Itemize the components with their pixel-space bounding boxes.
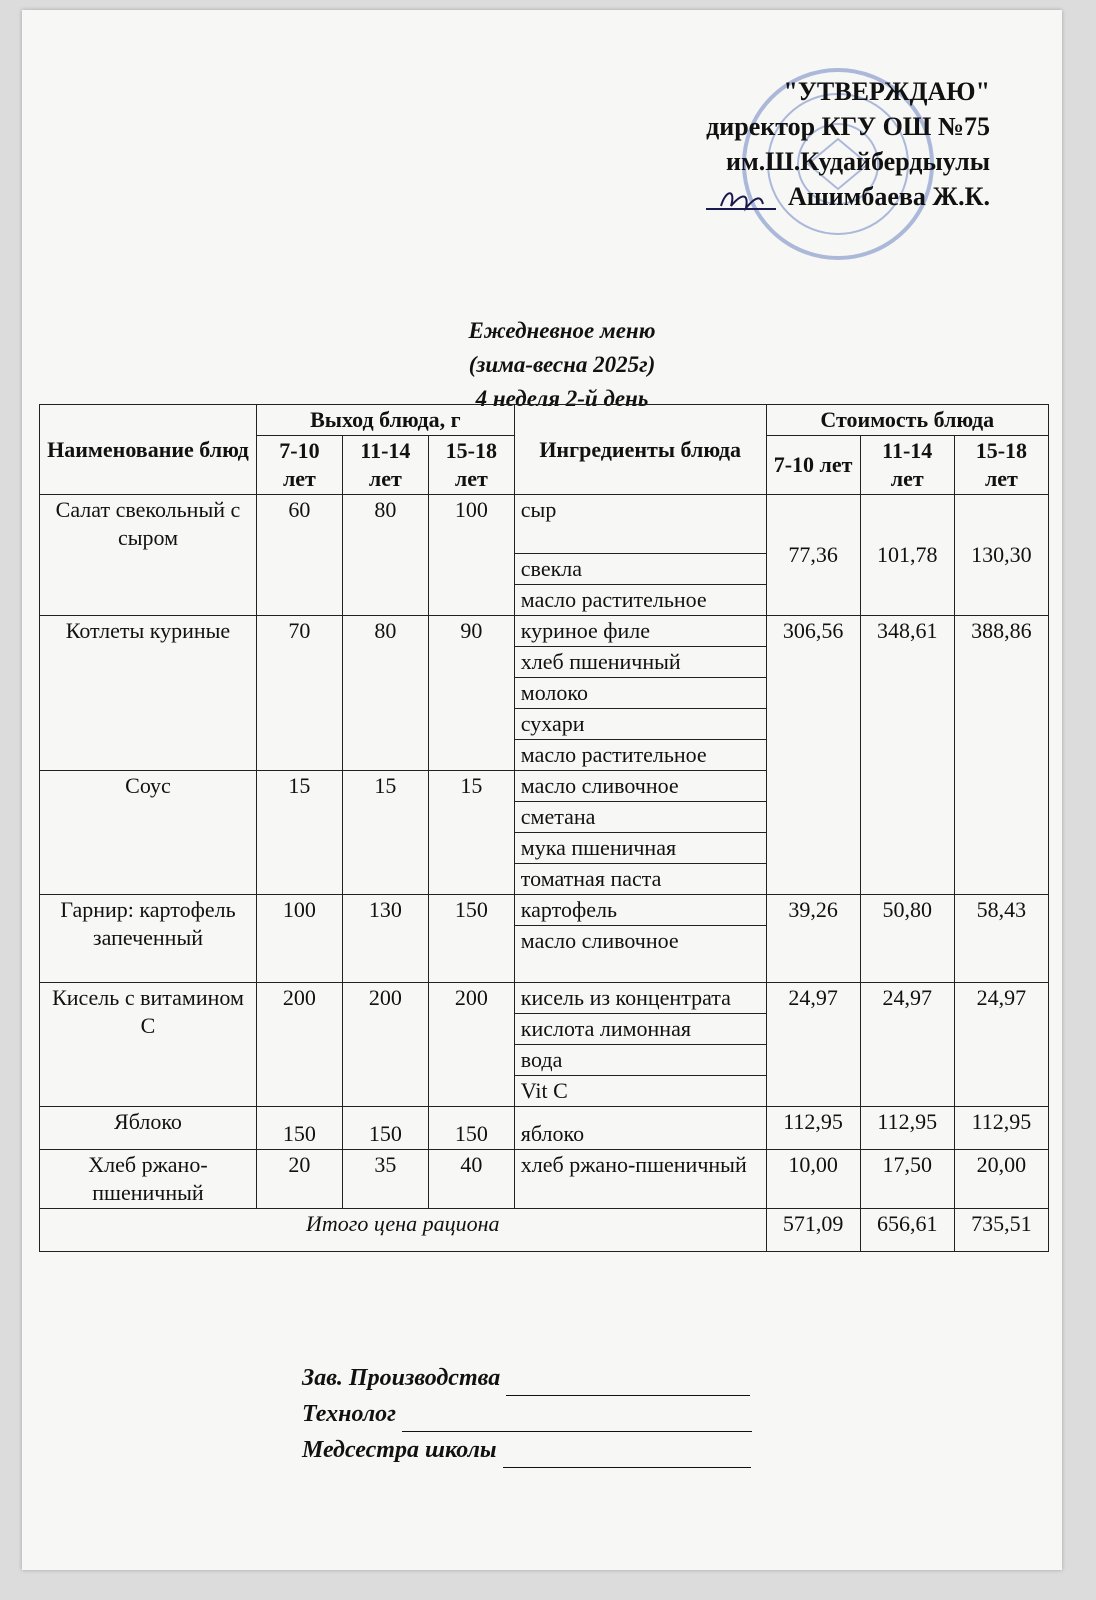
dish-name: Гарнир: картофель запеченный bbox=[40, 895, 257, 983]
menu-title bbox=[352, 314, 772, 416]
output-value: 100 bbox=[256, 895, 342, 983]
ingredient: яблоко bbox=[514, 1107, 766, 1150]
nurse-label: Медсестра школы bbox=[302, 1437, 497, 1463]
output-value: 90 bbox=[428, 616, 514, 771]
output-value: 80 bbox=[342, 616, 428, 771]
ingredient: хлеб ржано-пшеничный bbox=[514, 1150, 766, 1209]
approval-school: им.Ш.Кудайбердыулы bbox=[726, 147, 990, 176]
cost-value: 77,36 bbox=[766, 495, 860, 616]
menu-table bbox=[39, 404, 1049, 1252]
total-value: 656,61 bbox=[860, 1209, 954, 1252]
output-value: 40 bbox=[428, 1150, 514, 1209]
ingredient: мука пшеничная bbox=[514, 833, 766, 864]
ingredient: кислота лимонная bbox=[514, 1014, 766, 1045]
output-value: 200 bbox=[428, 983, 514, 1107]
dish-name: Яблоко bbox=[40, 1107, 257, 1150]
signature-block bbox=[302, 1360, 752, 1468]
header-cost-age-11-14: 11-14 лет bbox=[860, 436, 954, 495]
signature-line bbox=[402, 1405, 752, 1432]
table-row bbox=[40, 1107, 1049, 1150]
cost-value: 348,61 bbox=[860, 616, 954, 895]
signature-line bbox=[506, 1369, 750, 1396]
dish-name: Хлеб ржано-пшеничный bbox=[40, 1150, 257, 1209]
dish-name: Кисель с витамином С bbox=[40, 983, 257, 1107]
output-value: 15 bbox=[342, 771, 428, 895]
header-ingredients: Ингредиенты блюда bbox=[514, 405, 766, 495]
table-row bbox=[40, 495, 1049, 554]
ingredient: сухари bbox=[514, 709, 766, 740]
output-value: 200 bbox=[342, 983, 428, 1107]
total-value: 735,51 bbox=[954, 1209, 1048, 1252]
total-row bbox=[40, 1209, 1049, 1252]
ingredient: картофель bbox=[514, 895, 766, 926]
production-label: Зав. Производства bbox=[302, 1365, 501, 1391]
cost-value: 24,97 bbox=[766, 983, 860, 1107]
header-cost: Стоимость блюда bbox=[766, 405, 1048, 436]
output-value: 15 bbox=[428, 771, 514, 895]
title-line-2: (зима-весна 2025г) bbox=[468, 352, 656, 377]
cost-value: 130,30 bbox=[954, 495, 1048, 616]
output-value: 150 bbox=[342, 1107, 428, 1150]
ingredient: томатная паста bbox=[514, 864, 766, 895]
handwritten-signature bbox=[701, 184, 781, 214]
output-value: 70 bbox=[256, 616, 342, 771]
output-value: 20 bbox=[256, 1150, 342, 1209]
approval-heading: "УТВЕРЖДАЮ" bbox=[783, 77, 990, 106]
ingredient: сметана bbox=[514, 802, 766, 833]
signature-row bbox=[302, 1396, 752, 1432]
dish-name: Салат свекольный с сыром bbox=[40, 495, 257, 616]
cost-value: 388,86 bbox=[954, 616, 1048, 895]
cost-value: 112,95 bbox=[954, 1107, 1048, 1150]
signature-row bbox=[302, 1360, 752, 1396]
header-output-age-11-14: 11-14 лет bbox=[342, 436, 428, 495]
output-value: 80 bbox=[342, 495, 428, 616]
cost-value: 10,00 bbox=[766, 1150, 860, 1209]
table-row bbox=[40, 983, 1049, 1014]
table-row bbox=[40, 1150, 1049, 1209]
cost-value: 24,97 bbox=[860, 983, 954, 1107]
cost-value: 24,97 bbox=[954, 983, 1048, 1107]
ingredient: молоко bbox=[514, 678, 766, 709]
cost-value: 58,43 bbox=[954, 895, 1048, 983]
title-line-3: 4 неделя 2-й день bbox=[475, 386, 649, 411]
total-value: 571,09 bbox=[766, 1209, 860, 1252]
header-cost-age-7-10: 7-10 лет bbox=[766, 436, 860, 495]
header-output-age-15-18: 15-18 лет bbox=[428, 436, 514, 495]
approval-signature-line bbox=[701, 179, 990, 214]
output-value: 15 bbox=[256, 771, 342, 895]
dish-name: Соус bbox=[40, 771, 257, 895]
output-value: 60 bbox=[256, 495, 342, 616]
cost-value: 101,78 bbox=[860, 495, 954, 616]
output-value: 100 bbox=[428, 495, 514, 616]
cost-value: 112,95 bbox=[860, 1107, 954, 1150]
ingredient: Vit C bbox=[514, 1076, 766, 1107]
header-output: Выход блюда, г bbox=[256, 405, 514, 436]
output-value: 150 bbox=[428, 895, 514, 983]
cost-value: 112,95 bbox=[766, 1107, 860, 1150]
title-line-1: Ежедневное меню bbox=[468, 318, 656, 343]
cost-value: 50,80 bbox=[860, 895, 954, 983]
ingredient: куриное филе bbox=[514, 616, 766, 647]
ingredient: хлеб пшеничный bbox=[514, 647, 766, 678]
output-value: 200 bbox=[256, 983, 342, 1107]
cost-value: 17,50 bbox=[860, 1150, 954, 1209]
ingredient: сыр bbox=[514, 495, 766, 554]
dish-name: Котлеты куриные bbox=[40, 616, 257, 771]
header-cost-age-15-18: 15-18 лет bbox=[954, 436, 1048, 495]
output-value: 150 bbox=[428, 1107, 514, 1150]
header-dish-name: Наименование блюд bbox=[40, 405, 257, 495]
cost-value: 39,26 bbox=[766, 895, 860, 983]
output-value: 130 bbox=[342, 895, 428, 983]
header-output-age-7-10: 7-10 лет bbox=[256, 436, 342, 495]
signature-row bbox=[302, 1432, 752, 1468]
output-value: 150 bbox=[256, 1107, 342, 1150]
ingredient: свекла bbox=[514, 554, 766, 585]
approval-block bbox=[701, 74, 990, 214]
signature-line bbox=[503, 1441, 751, 1468]
ingredient: кисель из концентрата bbox=[514, 983, 766, 1014]
total-label: Итого цена рациона bbox=[40, 1209, 767, 1252]
ingredient: вода bbox=[514, 1045, 766, 1076]
cost-value: 306,56 bbox=[766, 616, 860, 895]
approval-name: Ашимбаева Ж.К. bbox=[787, 182, 990, 211]
ingredient: масло сливочное bbox=[514, 926, 766, 983]
approval-position: директор КГУ ОШ №75 bbox=[706, 112, 990, 141]
cost-value: 20,00 bbox=[954, 1150, 1048, 1209]
technologist-label: Технолог bbox=[302, 1401, 397, 1427]
ingredient: масло сливочное bbox=[514, 771, 766, 802]
output-value: 35 bbox=[342, 1150, 428, 1209]
ingredient: масло растительное bbox=[514, 740, 766, 771]
ingredient: масло растительное bbox=[514, 585, 766, 616]
table-row bbox=[40, 616, 1049, 647]
table-row bbox=[40, 895, 1049, 926]
